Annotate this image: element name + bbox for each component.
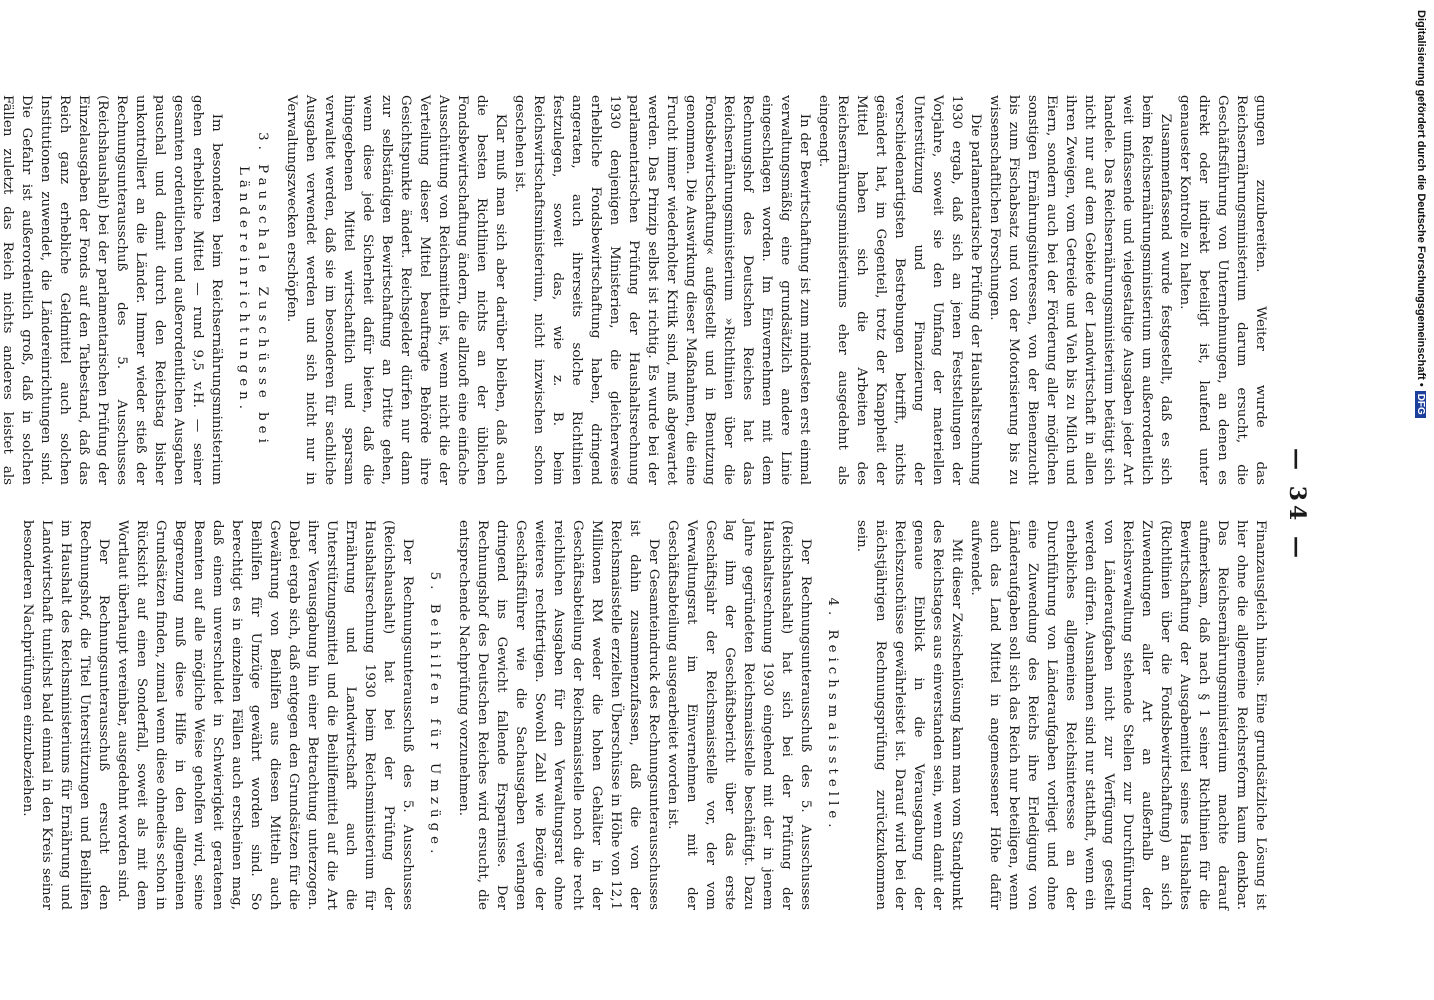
left-column: [0, 95, 1270, 485]
paragraph: Zusammenfassend wurde festgestellt, daß es sich beim Reichsernährungsministerium um außerordentlich weit umfassende und vielgestaltige Ausgaben jeder Art handele. Das Reichsernährungsministerium betätigt sich nicht nur auf dem Gebiete der Landwirtschaft in allen ihren Zweigen, vom Getreide und Vieh bis zu Milch und Eiern, sondern auch bei der Förderung aller möglichen sonstigen Ernährungsinteressen, von der Bienenzucht bis zum Fischabsatz und von der Motorisierung bis zu wissenschaftlichen Forschungen.: [987, 95, 1173, 485]
dfg-logo: DFG: [1415, 391, 1426, 418]
section-heading: 3. Pauschale Zuschüsse bei Ländereinrichtungen.: [236, 132, 270, 448]
paragraph: Der Rechnungsunterausschuß ersucht den Rechnungshof, die Titel Unterstützungen und Beihilfen im Haushalt des Reichsministeriums für Ernährung und Landwirtschaft tunlichst bald einmal in den Kreis seiner besonderen Nachprüfungen einzubeziehen.: [20, 520, 111, 910]
page-number: — 34 —: [1284, 448, 1310, 562]
right-column: [20, 520, 1270, 910]
paragraph: Klar muß man sich aber darüber bleiben, daß auch die besten Richtlinien nichts an der üblichen Fondsbewirtschaftung ändern, die allzuoft eine einfache Ausschüttung von Reichsmitteln ist, wenn nicht die der Verteilung dieser Mittel beauftragte Behörde ihre Gesichtspunkte ändert. Reichsgelder dürfen nur dann zur selbständigen Bewirtschaftung an Dritte gehen, wenn diese jede Sicherheit dafür bieten, daß die hingegebenen Mittel wirtschaftlich und sparsam verwaltet werden, daß sie im besonderen für sachliche Ausgaben verwendet werden und sich nicht nur in Verwaltungszwecken erschöpfen.: [284, 95, 508, 485]
digitization-credit: [1403, 10, 1428, 990]
paragraph: In der Bewirtschaftung ist zum mindesten erst einmal verwaltungsmäßig eine grundsätzlich andere Linie eingeschlagen worden. Im Einvernehmen mit dem Rechnungshof des Deutschen Reiches hat das Reichsernährungsministerium »Richtlinien über die Fondsbewirtschaftung« aufgestellt und in Benutzung genommen. Die Auswirkung dieser Maßnahmen, die eine Frucht immer wiederholter Kritik sind, muß abgewartet werden. Das Prinzip selbst ist richtig. Es wurde bei der parlamentarischen Prüfung der Haushaltsrechnung 1930 denjenigen Ministerien, die gleicherweise erhebliche Fondsbewirtschaftung haben, dringend angeraten, auch ihrerseits solche Richtlinien festzulegen, soweit das, wie z. B. beim Reichswirtschaftsministerium, nicht inzwischen schon geschehen ist.: [512, 95, 812, 485]
section-heading: 5. Beihilfen für Umzüge.: [427, 571, 442, 859]
paragraph: Mit dieser Zwischenlösung kann man vom Standpunkt des Reichstages aus einverstanden sein, wenn damit der genaue Einblick in die Verausgabung der Reichszuschüsse gewährleistet ist. Darauf wird bei der nächstjährigen Rechnungsprüfung zurückzukommen sein.: [854, 520, 964, 910]
paragraph: Der Rechnungsunterausschuß des 5. Ausschusses (Reichshaushalt) hat sich bei der Prüfung der Haushaltsrechnung 1930 eingehend mit der in jenem Jahre gegründeten Reichsmaisstelle beschäftigt. Dazu lag ihm der Geschäftsbericht über das erste Geschäftsjahr der Reichsmaisstelle vor, der vom Verwaltungsrat im Einvernehmen mit der Geschäftsabteilung ausgearbeitet worden ist.: [665, 520, 813, 910]
section-heading: 4. Reichsmaisstelle.: [825, 597, 840, 833]
credit-line: [1415, 10, 1427, 418]
paragraph: Die parlamentarische Prüfung der Haushaltsrechnung 1930 ergab, daß sich an jenen Feststellungen der Vorjahre, soweit sie den Umfang der materiellen Unterstützung und Finanzierung der verschiedenartigsten Bestrebungen betrifft, nichts geändert hat, im Gegenteil, trotz der Knappheit der Mittel haben sich die Arbeiten des Reichsernährungsministeriums eher ausgedehnt als eingeengt.: [816, 95, 983, 485]
paragraph: Finanzausgleich hinaus. Eine grundsätzliche Lösung ist hier ohne die allgemeine Reichsreform kaum denkbar. Das Reichsernährungsministerium machte darauf aufmerksam, daß nach § 1 seiner Richtlinien für die Bewirtschaftung der Ausgabemittel seines Haushaltes (Richtlinien über die Fondsbewirtschaftung) an sich Zuwendungen aller Art an außerhalb der Reichsverwaltung stehende Stellen zur Durchführung von Länderaufgaben nicht zur Verfügung gestellt werden dürfen. Ausnahmen sind nur statthaft, wenn ein erhebliches allgemeines Reichsinteresse an der Durchführung von Länderaufgaben vorliegt und ohne eine Zuwendung des Reichs ihre Erledigung von Länderaufgaben soll sich das Reich nur beteiligen, wenn auch das Land Mittel in angemessener Höhe dafür aufwendet.: [968, 520, 1268, 910]
paragraph: Der Gesamteindruck des Rechnungsunterausschusses ist dahin zusammenzufassen, daß die von der Reichsmaisstelle erzielten Überschüsse in Höhe von 12,1 Millionen RM weder die hohen Gehälter in der Geschäftsabteilung der Reichsmaisstelle noch die recht reichlichen Ausgaben für den Verwaltungsrat ohne weiteres rechtfertigen. Sowohl Zahl wie Bezüge der Geschäftsführer wie die Sachausgaben verlangen dringend ins Gewicht fallende Ersparnisse. Der Rechnungshof des Deutschen Reiches wird ersucht, die entsprechende Nachprüfung vorzunehmen.: [456, 520, 661, 910]
paragraph: Im besonderen beim Reichsernährungsministerium gehen erhebliche Mittel — rund 9,5 v.H. — seiner gesamten ordentlichen und außerordentlichen Ausgaben pauschal und damit durch den Reichstag bisher unkontrolliert an die Länder. Immer wieder stieß der Rechnungsunterausschuß des 5. Ausschusses (Reichshaushalt) bei der parlamentarischen Prüfung der Einzelausgaben der Fonds auf den Tatbestand, daß das Reich ganz erhebliche Geldmittel auch solchen Institutionen zuwendet, die Ländereinrichtungen sind. Die Gefahr ist außerordentlich groß, daß in solchen Fällen zuletzt das Reich nichts anderes leistet als: [0, 95, 224, 485]
credit-text: Digitalisierung gefördert durch die Deutsche Forschungsgemeinschaft •: [1415, 10, 1427, 387]
paragraph: Der Rechnungsunterausschuß des 5. Ausschusses (Reichshaushalt) hat bei der Prüfung der Haushaltsrechnung 1930 beim Reichsministerium für Ernährung und Landwirtschaft auch die Unterstützungsmittel und die Beihilfemittel auf die Art ihrer Verausgabung hin einer Betrachtung unterzogen. Dabei ergab sich, daß entgegen den Grundsätzen für die Gewährung von Beihilfen aus diesen Mitteln auch Beihilfen für Umzüge gewährt worden sind. So berechtigt es in einzelnen Fällen auch erscheinen mag, daß einem unverschuldet in Schwierigkeit geratenen Beamten auf alle mögliche Weise geholfen wird, seine Begrenzung muß diese Hilfe in den allgemeinen Grundsätzen finden, zumal wenn diese ohnedies schon in Rücksicht auf einen Sonderfall, soweit als mit dem Wortlaut überhaupt vereinbar, ausgedehnt worden sind.: [115, 520, 415, 910]
rotated-page: [0, 95, 1310, 915]
paragraph: gungen zuzubereiten. Weiter wurde das Reichsernährungsministerium darum ersucht, die Geschäftsführung von Unternehmungen, an denen es direkt oder indirekt beteiligt ist, laufend unter genauester Kontrolle zu halten.: [1177, 95, 1268, 485]
